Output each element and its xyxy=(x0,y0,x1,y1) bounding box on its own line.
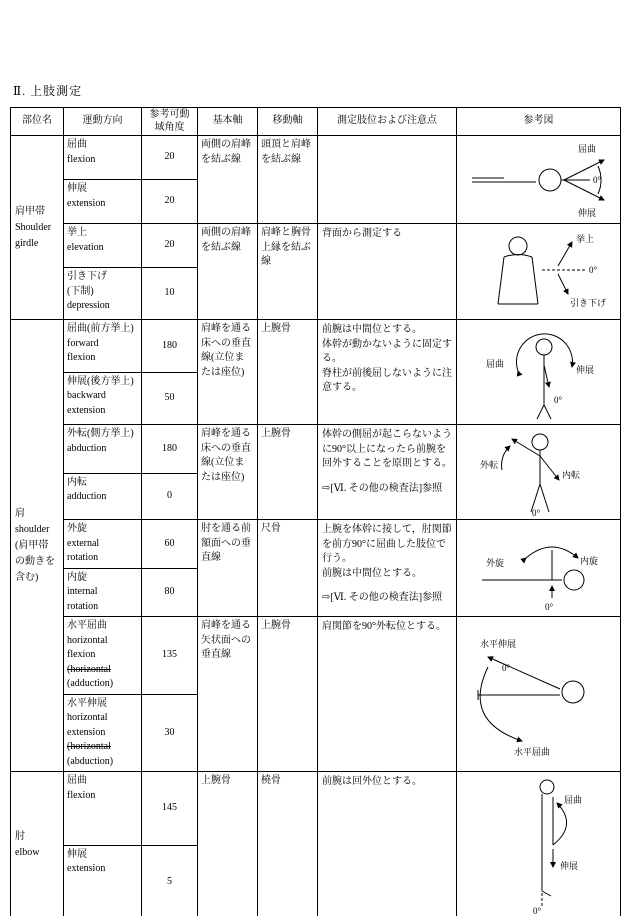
note-reference: ⇨[Ⅵ. その他の検査法]参照 xyxy=(322,482,443,494)
basic-axis-cell: 肩峰を通る矢状面への垂直線 xyxy=(198,617,258,772)
part-ja: の動きを xyxy=(15,555,55,567)
motion-en: flexion xyxy=(67,153,96,165)
motion-cell xyxy=(64,224,142,268)
header-notes: 測定肢位および注意点 xyxy=(318,108,457,136)
motion-en: internal xyxy=(67,586,98,597)
motion-ja: 屈曲(前方挙上) xyxy=(67,323,134,334)
motion-cell xyxy=(64,180,142,224)
motion-ja: 内旋 xyxy=(67,571,87,583)
angle-cell: 30 xyxy=(142,694,198,772)
table-header-row xyxy=(11,108,621,136)
part-cell-shoulder-girdle xyxy=(11,136,64,320)
motion-ja: 引き下げ xyxy=(67,271,107,282)
shoulder-abduction-figure xyxy=(460,426,618,518)
girdle-flexion-figure xyxy=(460,138,618,222)
figure-label: 屈曲 xyxy=(577,143,596,154)
basic-axis-cell: 両側の肩峰を結ぶ線 xyxy=(198,136,258,224)
figure-label: 0° xyxy=(544,602,553,612)
motion-en: flexion xyxy=(67,352,96,363)
notes-cell xyxy=(318,136,457,224)
motion-en: extension xyxy=(67,726,106,738)
angle-cell: 180 xyxy=(142,320,198,373)
basic-axis-cell: 肘を通る前額面への垂直線 xyxy=(198,520,258,617)
motion-ja: 伸展 xyxy=(67,183,87,194)
motion-cell xyxy=(64,425,142,474)
notes-cell xyxy=(318,772,457,916)
figure-label: 屈曲 xyxy=(563,795,582,805)
motion-en: horizontal xyxy=(67,634,108,646)
figure-label: 伸展 xyxy=(559,861,578,871)
basic-axis-cell: 肩峰を通る床への垂直線(立位または座位) xyxy=(198,425,258,520)
figure-label: 0° xyxy=(532,906,541,916)
moving-axis-cell: 尺骨 xyxy=(258,520,318,617)
motion-cell xyxy=(64,568,142,617)
moving-axis-cell: 上腕骨 xyxy=(258,425,318,520)
angle-cell: 80 xyxy=(142,568,198,617)
motion-cell xyxy=(64,320,142,373)
figure-label: 引き下げ xyxy=(569,297,606,308)
figure-label: 水平屈曲 xyxy=(513,747,550,757)
note-line: 前腕は回外位とする。 xyxy=(322,776,422,787)
motion-cell xyxy=(64,845,142,916)
table-row xyxy=(11,224,621,268)
motion-en: flexion xyxy=(67,649,96,660)
elbow-flexion-figure xyxy=(460,773,618,916)
angle-cell: 10 xyxy=(142,268,198,320)
motion-en: external xyxy=(67,537,100,549)
figure-label: 0° xyxy=(531,508,540,518)
header-angle xyxy=(142,108,198,136)
table-row xyxy=(11,136,621,180)
motion-en: rotation xyxy=(67,600,99,612)
header-part: 部位名 xyxy=(11,108,64,136)
note-line: 体幹が動かないように固定する。 xyxy=(322,338,452,364)
motion-ja: 外転(側方挙上) xyxy=(67,428,134,439)
angle-cell: 60 xyxy=(142,520,198,569)
header-angle-line2: 域角度 xyxy=(154,121,185,133)
note-line: 上腕を体幹に接して，肘関節を前方90°に屈曲した肢位で行う。 xyxy=(322,524,452,564)
part-cell-shoulder xyxy=(11,320,64,772)
motion-cell xyxy=(64,473,142,520)
moving-axis-cell: 肩峰と胸骨上縁を結ぶ線 xyxy=(258,224,318,320)
moving-axis-cell: 上腕骨 xyxy=(258,320,318,425)
motion-en: extension xyxy=(67,404,106,416)
motion-ja: 屈曲 xyxy=(67,139,87,150)
note-line: 背面から測定する xyxy=(322,228,402,239)
motion-cell xyxy=(64,772,142,846)
notes-cell xyxy=(318,617,457,772)
part-en: girdle xyxy=(15,237,39,249)
motion-ja: (下制) xyxy=(67,285,94,297)
note-line: 脊柱が前後屈しないように注意する。 xyxy=(322,367,452,393)
part-en: Shoulder xyxy=(15,221,52,233)
table-row xyxy=(11,772,621,846)
motion-en: backward xyxy=(67,390,106,401)
basic-axis-cell: 両側の肩峰を結ぶ線 xyxy=(198,224,258,320)
figure-label: 外転 xyxy=(479,460,498,470)
motion-en-strikethrough: (horizontal xyxy=(67,663,111,675)
figure-label: 0° xyxy=(588,264,597,275)
header-moving-axis: 移動軸 xyxy=(258,108,318,136)
header-angle-line1: 参考可動 xyxy=(149,109,190,120)
note-line: 体幹の側屈が起こらないように90°以上になったら前腕を回外することを原則とする。 xyxy=(322,429,452,469)
table-row xyxy=(11,320,621,373)
motion-ja: 伸展(後方挙上) xyxy=(67,375,134,387)
note-line: 前腕は中間位とする。 xyxy=(322,567,422,579)
part-ja: (肩甲帯 xyxy=(15,539,49,551)
moving-axis-cell: 上腕骨 xyxy=(258,617,318,772)
figure-label: 水平伸展 xyxy=(479,639,516,649)
part-ja: 肘 xyxy=(15,831,25,842)
angle-cell: 180 xyxy=(142,425,198,474)
angle-cell: 145 xyxy=(142,772,198,846)
angle-cell: 135 xyxy=(142,617,198,695)
part-en: shoulder xyxy=(15,523,50,535)
note-reference: ⇨[Ⅵ. その他の検査法]参照 xyxy=(322,592,443,603)
figure-label: 挙上 xyxy=(575,233,594,244)
motion-en: (abduction) xyxy=(67,755,114,767)
figure-cell-elbow-flexion xyxy=(457,772,621,916)
motion-cell xyxy=(64,520,142,569)
motion-ja: 外旋 xyxy=(67,523,87,534)
motion-en: adduction xyxy=(67,491,107,502)
moving-axis-cell: 橈骨 xyxy=(258,772,318,916)
figure-label: 0° xyxy=(501,663,510,673)
part-ja: 肩 xyxy=(15,507,25,519)
motion-en: elevation xyxy=(67,241,104,253)
motion-en: flexion xyxy=(67,789,96,801)
motion-ja: 屈曲 xyxy=(67,775,87,786)
shoulder-rotation-figure xyxy=(460,522,618,614)
notes-cell xyxy=(318,224,457,320)
note-line: 前腕は中間位とする。 xyxy=(322,324,422,335)
motion-en-strikethrough: (horizontal xyxy=(67,741,111,752)
figure-cell-girdle-flexion xyxy=(457,136,621,224)
angle-cell: 50 xyxy=(142,372,198,425)
figure-label: 0° xyxy=(592,174,601,185)
motion-cell xyxy=(64,694,142,772)
angle-cell: 20 xyxy=(142,136,198,180)
motion-en: horizontal xyxy=(67,712,108,723)
shoulder-flexion-figure xyxy=(460,321,618,423)
motion-en: extension xyxy=(67,197,106,209)
figure-cell-girdle-elevation xyxy=(457,224,621,320)
motion-en: extension xyxy=(67,863,106,874)
motion-en: abduction xyxy=(67,442,107,454)
figure-label: 0° xyxy=(553,395,562,405)
part-cell-elbow xyxy=(11,772,64,916)
note-line: 肩関節を90°外転位とする。 xyxy=(322,621,446,632)
notes-cell xyxy=(318,320,457,425)
header-basic-axis: 基本軸 xyxy=(198,108,258,136)
table-row xyxy=(11,617,621,695)
angle-cell: 5 xyxy=(142,845,198,916)
figure-label: 内転 xyxy=(561,470,580,480)
motion-cell xyxy=(64,372,142,425)
motion-ja: 伸展 xyxy=(67,848,87,860)
part-ja: 含む) xyxy=(15,571,39,583)
angle-cell: 20 xyxy=(142,224,198,268)
motion-cell xyxy=(64,617,142,695)
figure-label: 外旋 xyxy=(485,558,504,568)
shoulder-horizontal-figure xyxy=(460,627,618,761)
figure-cell-shoulder-rotation xyxy=(457,520,621,617)
page-title: Ⅱ. 上肢測定 xyxy=(13,84,83,98)
figure-cell-shoulder-abduction xyxy=(457,425,621,520)
notes-cell xyxy=(318,425,457,520)
motion-cell xyxy=(64,136,142,180)
figure-cell-shoulder-horizontal xyxy=(457,617,621,772)
basic-axis-cell: 上腕骨 xyxy=(198,772,258,916)
part-ja: 肩甲帯 xyxy=(15,205,45,217)
table-row xyxy=(11,425,621,474)
motion-en: forward xyxy=(67,337,99,349)
motion-ja: 水平伸展 xyxy=(67,697,107,709)
figure-label: 屈曲 xyxy=(485,359,504,369)
motion-en: (adduction) xyxy=(67,678,114,689)
figure-label: 内旋 xyxy=(579,556,598,566)
figure-label: 伸展 xyxy=(577,207,596,218)
rom-table xyxy=(10,107,621,916)
header-figure: 参考図 xyxy=(457,108,621,136)
motion-en: rotation xyxy=(67,552,99,563)
part-en: elbow xyxy=(15,847,40,858)
motion-ja: 内転 xyxy=(67,476,87,488)
figure-label: 伸展 xyxy=(575,365,594,375)
header-motion: 運動方向 xyxy=(64,108,142,136)
motion-cell xyxy=(64,268,142,320)
figure-cell-shoulder-flexion xyxy=(457,320,621,425)
motion-ja: 水平屈曲 xyxy=(67,620,107,631)
angle-cell: 20 xyxy=(142,180,198,224)
motion-ja: 挙上 xyxy=(67,227,87,238)
table-row xyxy=(11,520,621,569)
notes-cell xyxy=(318,520,457,617)
motion-en: depression xyxy=(67,300,110,311)
basic-axis-cell: 肩峰を通る床への垂直線(立位または座位) xyxy=(198,320,258,425)
angle-cell: 0 xyxy=(142,473,198,520)
girdle-elevation-figure xyxy=(460,226,618,318)
moving-axis-cell: 頭頂と肩峰を結ぶ線 xyxy=(258,136,318,224)
